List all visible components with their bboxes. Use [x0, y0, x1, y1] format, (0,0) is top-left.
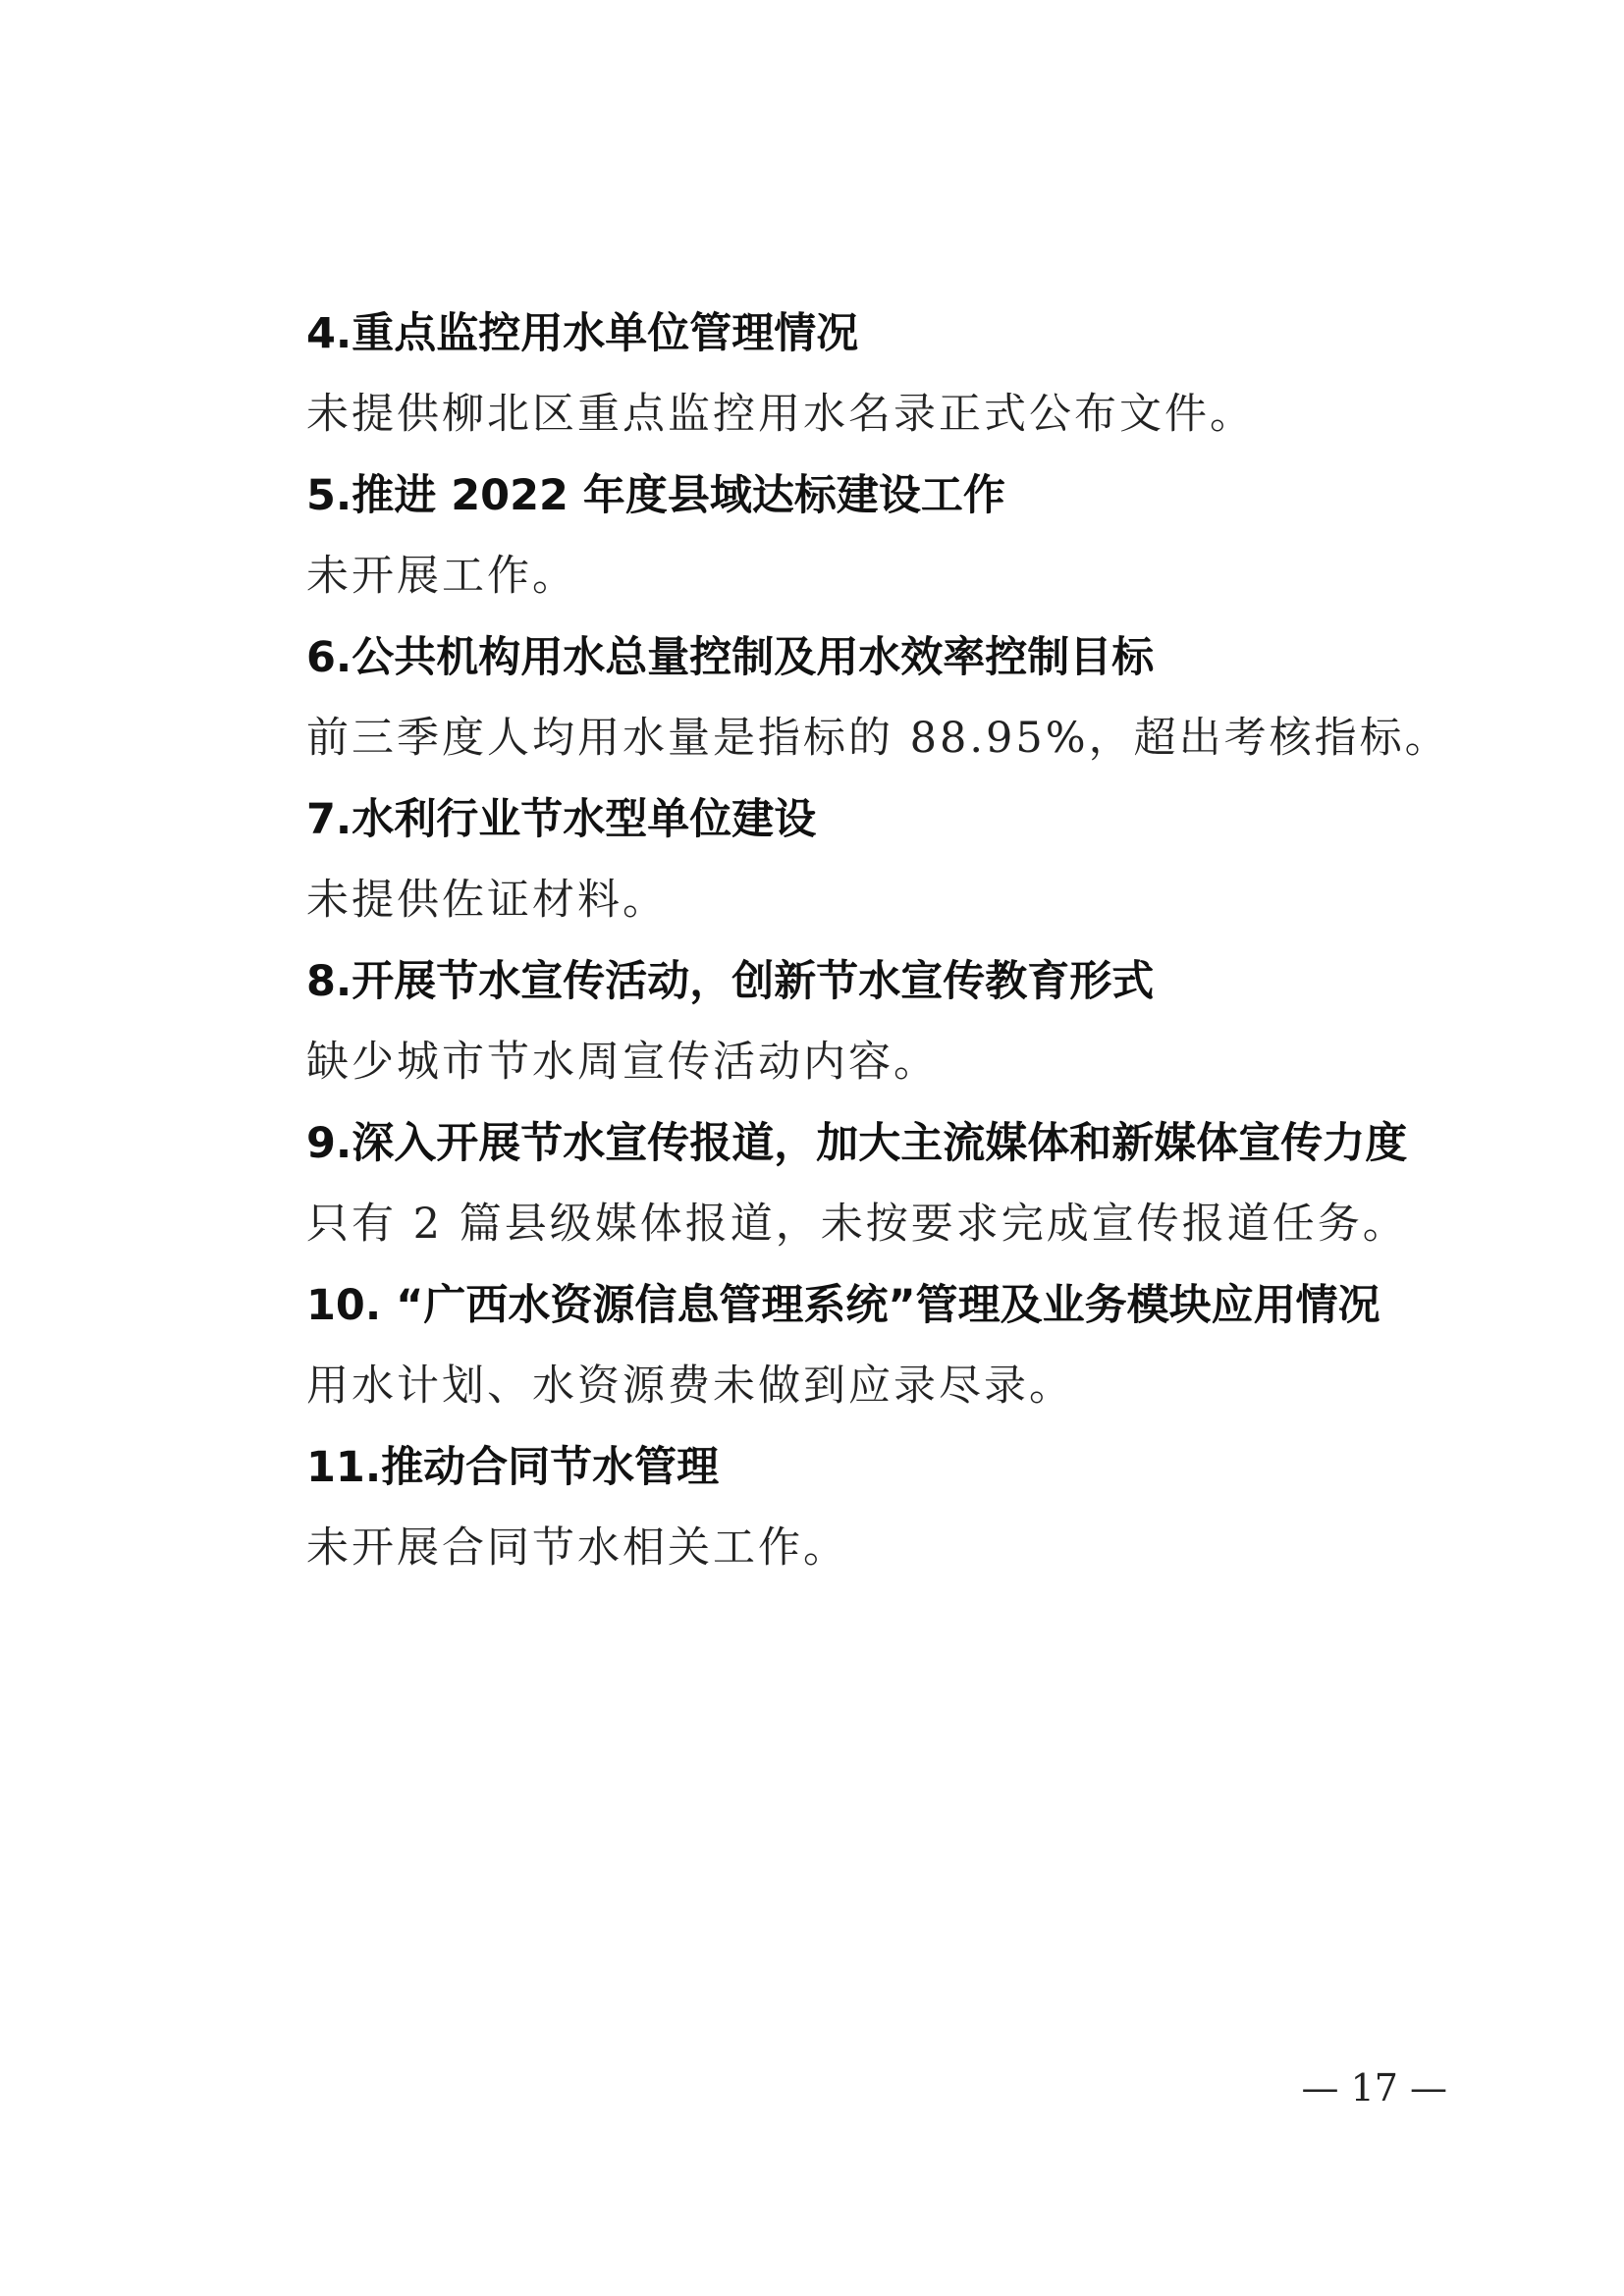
section-text: 未提供佐证材料。 [306, 876, 668, 925]
section-heading: 9.深入开展节水宣传报道，加大主流媒体和新媒体宣传力度 [306, 1119, 1408, 1168]
section-heading: 11.推动合同节水管理 [306, 1443, 720, 1492]
page-number: — 17 — [1301, 2066, 1447, 2109]
section-text: 未开展工作。 [306, 552, 577, 601]
section-item-4 [306, 306, 1445, 442]
section-item-8 [306, 954, 1445, 1090]
section-heading: 4.重点监控用水单位管理情况 [306, 309, 859, 358]
section-heading: 8.开展节水宣传活动，创新节水宣传教育形式 [306, 957, 1155, 1006]
section-heading: 5.推进 2022 年度县域达标建设工作 [306, 471, 1005, 520]
section-text: 前三季度人均用水量是指标的 88.95%，超出考核指标。 [306, 714, 1450, 763]
section-heading: 7.水利行业节水型单位建设 [306, 795, 817, 844]
section-heading: 10. “广西水资源信息管理系统”管理及业务模块应用情况 [306, 1281, 1380, 1330]
section-heading: 6.公共机构用水总量控制及用水效率控制目标 [306, 633, 1155, 682]
section-text: 只有 2 篇县级媒体报道，未按要求完成宣传报道任务。 [306, 1200, 1408, 1249]
section-item-10 [306, 1278, 1445, 1414]
section-text: 未开展合同节水相关工作。 [306, 1523, 848, 1573]
document-body [306, 306, 1450, 1602]
section-item-7 [306, 792, 1445, 928]
section-text: 缺少城市节水周宣传活动内容。 [306, 1038, 939, 1087]
section-item-9 [306, 1116, 1445, 1252]
section-text: 用水计划、水资源费未做到应录尽录。 [306, 1362, 1074, 1411]
section-item-11 [306, 1440, 1445, 1575]
section-text: 未提供柳北区重点监控用水名录正式公布文件。 [306, 390, 1255, 439]
section-item-6 [306, 630, 1450, 766]
section-item-5 [306, 468, 1445, 604]
